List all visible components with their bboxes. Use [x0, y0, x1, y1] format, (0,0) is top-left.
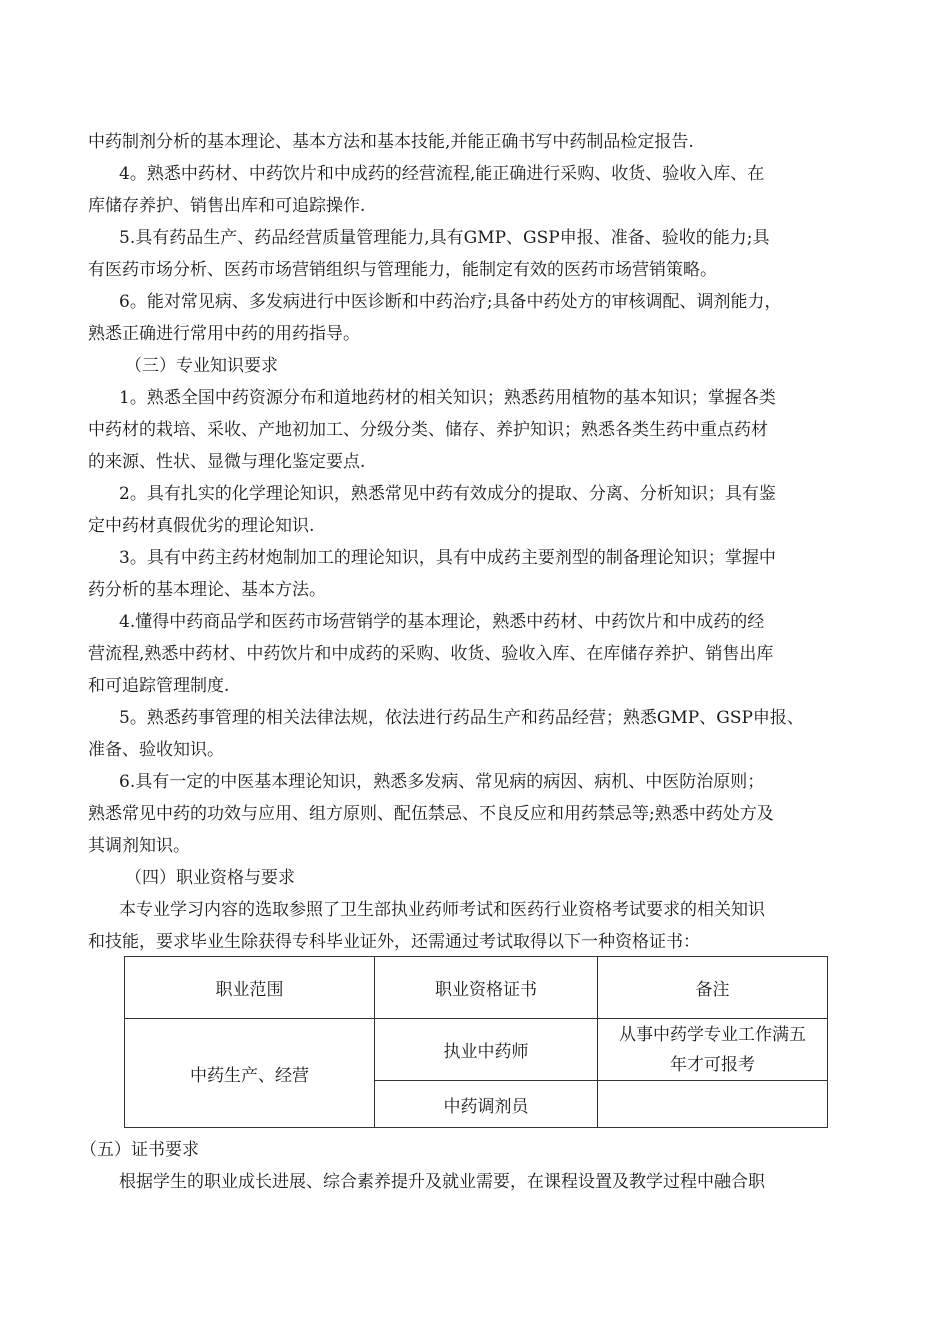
paragraph-line: 准备、验收知识。 — [88, 740, 224, 760]
note-line: 从事中药学专业工作满五 — [619, 1024, 806, 1045]
section-heading: （四）职业资格与要求 — [125, 868, 295, 888]
paragraph-line: 1。熟悉全国中药资源分布和道地药材的相关知识；熟悉药用植物的基本知识；掌握各类 — [119, 388, 776, 408]
paragraph-line: 4.懂得中药商品学和医药市场营销学的基本理论，熟悉中药材、中药饮片和中成药的经 — [119, 612, 765, 632]
paragraph-line: 3。具有中药主药材炮制加工的理论知识，具有中成药主要剂型的制备理论知识；掌握中 — [119, 548, 776, 568]
paragraph-line: 药分析的基本理论、基本方法。 — [88, 580, 326, 600]
paragraph-line: 和技能，要求毕业生除获得专科毕业证外，还需通过考试取得以下一种资格证书： — [88, 932, 700, 952]
note-line: 年才可报考 — [670, 1054, 755, 1075]
note-cell — [598, 1019, 828, 1081]
scope-cell: 中药生产、经营 — [125, 1019, 375, 1128]
paragraph-line: 5。熟悉药事管理的相关法律法规，依法进行药品生产和药品经营；熟悉GMP、GSP申报、 — [119, 708, 804, 728]
paragraph-line: 4。熟悉中药材、中药饮片和中成药的经营流程,能正确进行采购、收货、验收入库、在 — [119, 164, 765, 184]
note-cell — [598, 1081, 828, 1128]
table-header-cell: 职业范围 — [125, 957, 375, 1019]
paragraph-line: 本专业学习内容的选取参照了卫生部执业药师考试和医药行业资格考试要求的相关知识 — [119, 900, 765, 920]
certificate-table — [124, 956, 828, 1128]
paragraph-line: 熟悉常见中药的功效与应用、组方原则、配伍禁忌、不良反应和用药禁忌等;熟悉中药处方及 — [88, 804, 774, 824]
section-heading: （五）证书要求 — [80, 1140, 199, 1160]
paragraph-line: 其调剂知识。 — [88, 836, 190, 856]
paragraph-line: 根据学生的职业成长进展、综合素养提升及就业需要，在课程设置及教学过程中融合职 — [119, 1172, 765, 1192]
paragraph-line: 库储存养护、销售出库和可追踪操作. — [88, 196, 366, 216]
section-heading: （三）专业知识要求 — [125, 356, 278, 376]
paragraph-line: 和可追踪管理制度. — [88, 676, 230, 696]
paragraph-line: 营流程,熟悉中药材、中药饮片和中成药的采购、收货、验收入库、在库储存养护、销售出库 — [88, 644, 774, 664]
table-header-row — [125, 957, 828, 1019]
paragraph-line: 中药制剂分析的基本理论、基本方法和基本技能,并能正确书写中药制品检定报告. — [88, 132, 694, 152]
certificate-cell: 执业中药师 — [375, 1019, 598, 1081]
table-row — [125, 1019, 828, 1081]
paragraph-line: 5.具有药品生产、药品经营质量管理能力,具有GMP、GSP申报、准备、验收的能力;具 — [119, 228, 770, 248]
paragraph-line: 6。能对常见病、多发病进行中医诊断和中药治疗;具备中药处方的审核调配、调剂能力， — [119, 292, 782, 312]
paragraph-line: 2。具有扎实的化学理论知识，熟悉常见中药有效成分的提取、分离、分析知识；具有鉴 — [119, 484, 776, 504]
table-header-cell: 职业资格证书 — [375, 957, 598, 1019]
paragraph-line: 的来源、性状、显微与理化鉴定要点. — [88, 452, 366, 472]
paragraph-line: 有医药市场分析、医药市场营销组织与管理能力，能制定有效的医药市场营销策略。 — [88, 260, 717, 280]
paragraph-line: 6.具有一定的中医基本理论知识，熟悉多发病、常见病的病因、病机、中医防治原则； — [119, 772, 765, 792]
paragraph-line: 中药材的栽培、采收、产地初加工、分级分类、储存、养护知识；熟悉各类生药中重点药材 — [88, 420, 768, 440]
certificate-cell: 中药调剂员 — [375, 1081, 598, 1128]
paragraph-line: 熟悉正确进行常用中药的用药指导。 — [88, 324, 360, 344]
table-header-cell: 备注 — [598, 957, 828, 1019]
paragraph-line: 定中药材真假优劣的理论知识. — [88, 516, 315, 536]
